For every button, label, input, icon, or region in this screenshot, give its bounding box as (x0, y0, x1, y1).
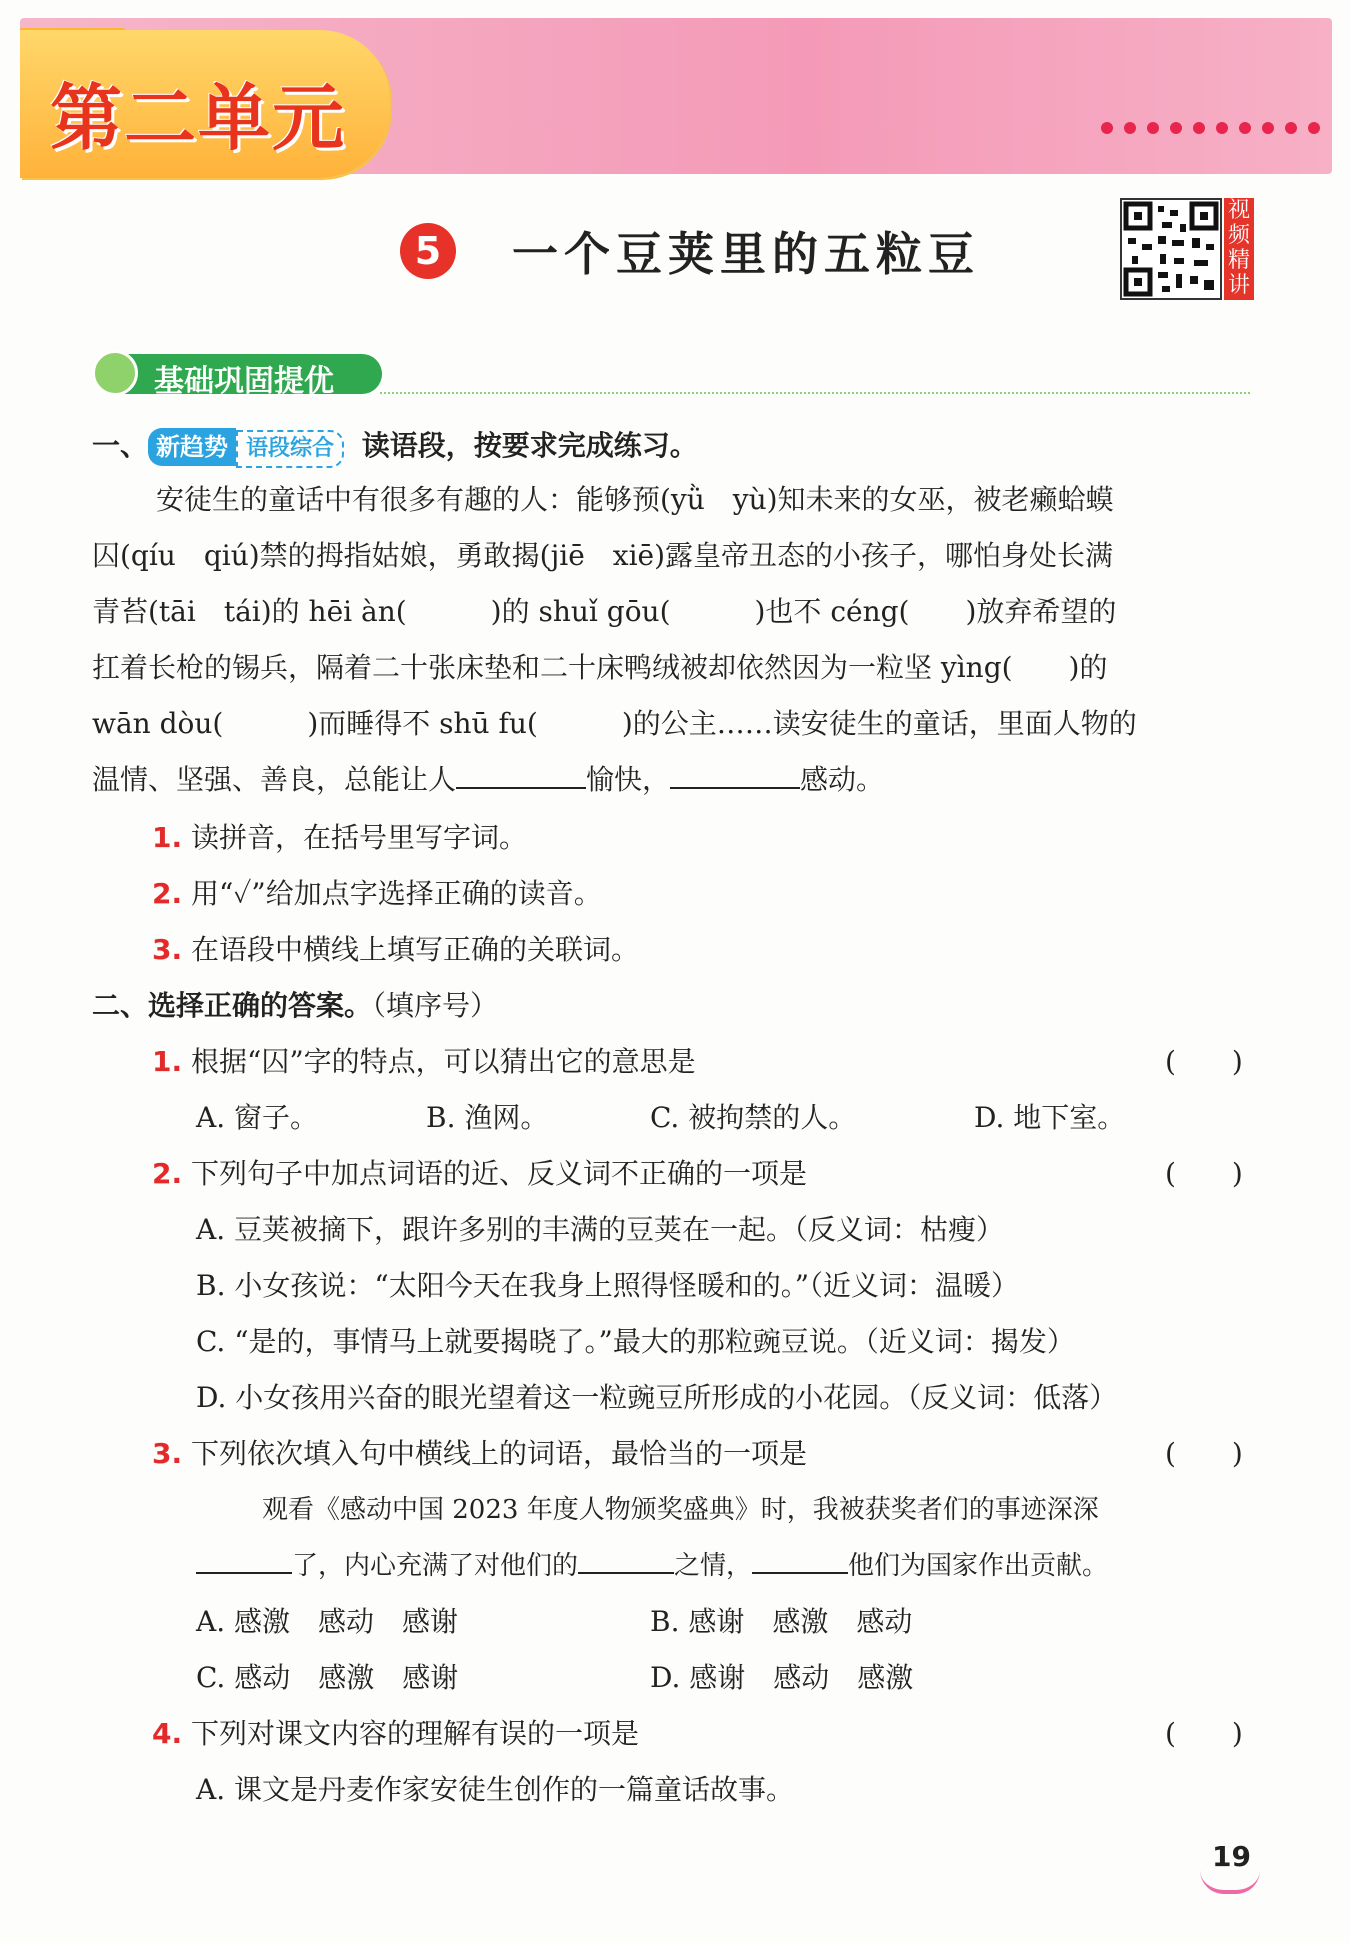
page-number-swoosh (1200, 1870, 1260, 1894)
part1-heading-num: 一、 (92, 429, 149, 462)
house-icon (92, 350, 138, 396)
answer-paren-q4[interactable]: ( ) (1165, 1717, 1243, 1750)
part1-q1: 1. 读拼音，在括号里写字词。 (152, 821, 528, 854)
answer-paren-q1[interactable]: ( ) (1165, 1045, 1243, 1078)
q2-option-a: A. 豆荚被摘下，跟许多别的丰满的豆荚在一起。（反义词：枯瘦） (196, 1213, 1005, 1246)
passage-line-3: 青苔(tāi tái)的 hēi àn( )的 shuǐ gōu( )也不 céng( )放弃希望的 (92, 595, 1117, 628)
q3-blank-2[interactable] (578, 1572, 674, 1574)
passage-line-5: wān dòu( )而睡得不 shū fu( )的公主……读安徒生的童话，里面人物的 (92, 707, 1137, 740)
tag-new-trend: 新趋势 (148, 428, 236, 466)
blank-2[interactable] (670, 787, 800, 789)
lesson-heading (400, 218, 980, 284)
q3-option-b: B. 感谢 感激 感动 (650, 1605, 913, 1638)
q3-blank-1[interactable] (196, 1572, 292, 1574)
passage-line-6c: 感动。 (800, 763, 885, 796)
part1-q2: 2. 用“✓”给加点字选择正确的读音。 (152, 877, 602, 910)
q3-option-d: D. 感谢 感动 感激 (650, 1661, 914, 1694)
passage-line-2: 囚(qíu qiú)禁的拇指姑娘，勇敢揭(jiē xiē)露皇帝丑态的小孩子，哪怕身处长满 (92, 539, 1114, 572)
qr-label: 视频精讲 (1224, 198, 1254, 300)
passage-line-6 (92, 752, 884, 808)
section-header (92, 350, 382, 399)
part1-q3: 3. 在语段中横线上填写正确的关联词。 (152, 933, 640, 966)
section-title: 基础巩固提优 (154, 364, 334, 399)
lesson-number-badge: 5 (400, 223, 456, 279)
q1-option-a: A. 窗子。 (196, 1101, 319, 1134)
q3-blank-3[interactable] (752, 1572, 848, 1574)
blank-1[interactable] (456, 787, 586, 789)
part2-heading: 二、选择正确的答案。（填序号） (92, 989, 499, 1022)
page-number: 19 (1212, 1840, 1251, 1873)
part1-heading (92, 418, 698, 474)
passage-line-6b: 愉快， (586, 763, 671, 796)
q1-option-d: D. 地下室。 (974, 1101, 1126, 1134)
q3-passage-1: 观看《感动中国 2023 年度人物颁奖盛典》时，我被获奖者们的事迹深深 (262, 1495, 1099, 1525)
part1-heading-text: 读语段，按要求完成练习。 (361, 429, 698, 462)
passage-line-1: 安徒生的童话中有很多有趣的人：能够预(yǜ yù)知未来的女巫，被老癞蛤蟆 (156, 483, 1114, 516)
tag-passage: 语段综合 (236, 430, 344, 468)
q2-option-d: D. 小女孩用兴奋的眼光望着这一粒豌豆所形成的小花园。（反义词：低落） (196, 1381, 1118, 1414)
q3-option-a: A. 感激 感动 感谢 (196, 1605, 459, 1638)
q3-passage-2: 了，内心充满了对他们的 之情， 他们为国家作出贡献。 (196, 1538, 1108, 1594)
q2-option-b: B. 小女孩说：“太阳今天在我身上照得怪暖和的。”（近义词：温暖） (196, 1269, 1020, 1302)
part2-q2: 2. 下列句子中加点词语的近、反义词不正确的一项是 (152, 1157, 808, 1190)
decorative-dots (1101, 122, 1320, 134)
qr-code-icon[interactable] (1120, 198, 1222, 300)
part2-q1: 1. 根据“囚”字的特点，可以猜出它的意思是 (152, 1045, 696, 1078)
part2-q3: 3. 下列依次填入句中横线上的词语，最恰当的一项是 (152, 1437, 808, 1470)
q1-option-b: B. 渔网。 (426, 1101, 549, 1134)
lesson-title: 一个豆荚里的五粒豆 (512, 227, 980, 281)
q1-option-c: C. 被拘禁的人。 (650, 1101, 857, 1134)
answer-paren-q3[interactable]: ( ) (1165, 1437, 1243, 1470)
unit-title: 第二单元 (50, 76, 347, 160)
q4-option-a: A. 课文是丹麦作家安徒生创作的一篇童话故事。 (196, 1773, 795, 1806)
part2-q4: 4. 下列对课文内容的理解有误的一项是 (152, 1717, 640, 1750)
q2-option-c: C. “是的，事情马上就要揭晓了。”最大的那粒豌豆说。（近义词：揭发） (196, 1325, 1075, 1358)
passage-line-4: 扛着长枪的锡兵，隔着二十张床垫和二十床鸭绒被却依然因为一粒坚 yìng( )的 (92, 651, 1108, 684)
passage-line-6a: 温情、坚强、善良，总能让人 (92, 763, 457, 796)
answer-paren-q2[interactable]: ( ) (1165, 1157, 1243, 1190)
q3-option-c: C. 感动 感激 感谢 (196, 1661, 459, 1694)
section-divider (380, 392, 1250, 394)
